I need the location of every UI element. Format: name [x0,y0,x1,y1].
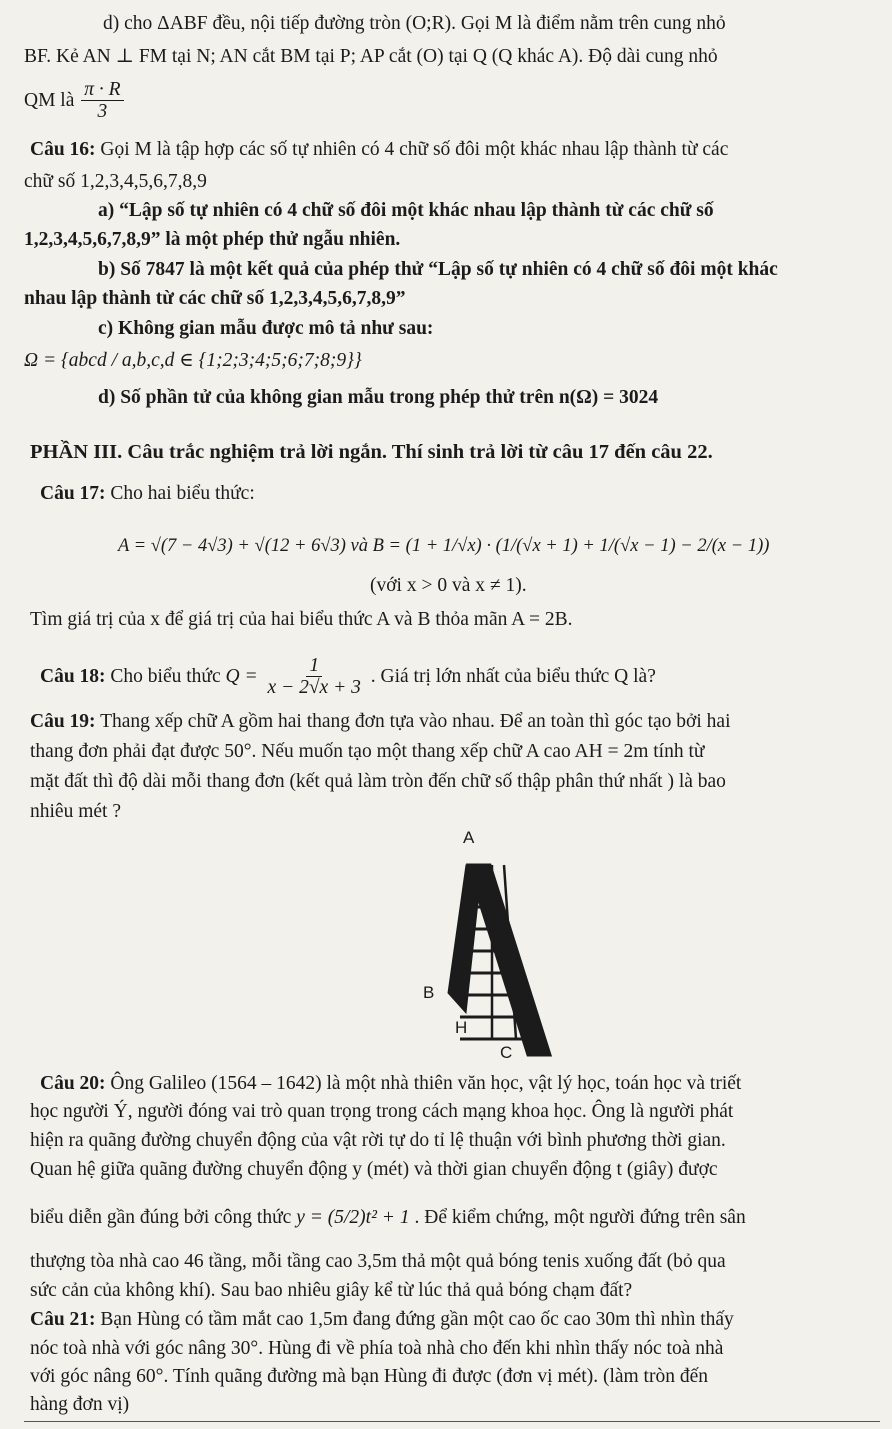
ladder-right-rail [468,865,550,1055]
q18-q: Q = [225,665,258,687]
q16-b-line2: nhau lập thành từ các chữ số 1,2,3,4,5,6,7,8,9” [24,288,406,309]
q16-b-line1: b) Số 7847 là một kết quả của phép thử “Lập số tự nhiên có 4 chữ số đôi một khác [98,259,778,280]
q20-line1 [40,1072,741,1095]
q17-line1 [40,482,255,505]
fig-label-a: A [463,828,475,847]
arc-denominator: 3 [97,101,108,123]
arc-length-fraction [81,80,123,123]
q19-line2: thang đơn phải đạt được 50°. Nếu muốn tạo một thang xếp chữ A cao AH = 2m tính từ [30,741,705,762]
q18-fraction [265,656,364,699]
q17-label: Câu 17: [40,483,106,504]
q19-label: Câu 19: [30,711,96,732]
q18-post: . Giá trị lớn nhất của biểu thức Q là? [370,665,656,687]
q18-numerator: 1 [306,656,322,677]
q16-d-line1: d) Số phần tử của không gian mẫu trong phép thử trên n(Ω) = 3024 [98,387,659,408]
q18-line [40,656,656,699]
arc-numerator: π · R [81,80,123,101]
q19-text1: Thang xếp chữ A gồm hai thang đơn tựa vào nhau. Để an toàn thì góc tạo bởi hai [100,711,731,732]
q16-c-line1: c) Không gian mẫu được mô tả như sau: [98,318,434,339]
q16-line2: chữ số 1,2,3,4,5,6,7,8,9 [24,171,207,192]
fig-label-b: B [423,983,435,1002]
q20-line3: hiện ra quãng đường chuyển động của vật rời tự do tỉ lệ thuận với bình phương thời gian. [30,1130,726,1151]
q15d-line1: d) cho ΔABF đều, nội tiếp đường tròn (O;R). Gọi M là điểm nằm trên cung nhỏ [103,13,726,34]
q19-line1 [30,710,731,733]
q20-text1: Ông Galileo (1564 – 1642) là một nhà thiên văn học, vật lý học, toán học và triết [110,1073,742,1094]
q15d-line3 [24,80,126,123]
q15d-line2: BF. Kẻ AN ⊥ FM tại N; AN cắt BM tại P; AP cắt (O) tại Q (Q khác A). Độ dài cung nhỏ [24,46,718,67]
q18-pre: Cho biểu thức [110,665,221,687]
q20-line7: sức cản của không khí). Sau bao nhiêu giây kể từ lúc thả quả bóng chạm đất? [30,1280,633,1301]
q19-line4: nhiêu mét ? [30,801,121,822]
q15d-line3-text: QM là [24,89,75,111]
q20-label: Câu 20: [40,1073,106,1094]
q21-line4: hàng đơn vị) [30,1394,130,1415]
q20-line6: thượng tòa nhà cao 46 tầng, mỗi tầng cao 3,5m thả một quả bóng tenis xuống đất (bỏ qua [30,1251,726,1272]
q20-line2: học người Ý, người đóng vai trò quan trọng trong cách mạng khoa học. Ông là người phát [30,1101,734,1122]
q21-line2: nóc toà nhà với góc nâng 30°. Hùng đi về phía toà nhà cho đến khi nhìn thấy nóc toà nhà [30,1338,724,1359]
q21-text1: Bạn Hùng có tầm mắt cao 1,5m đang đứng gần một cao ốc cao 30m thì nhìn thấy [100,1309,734,1330]
q21-line3: với góc nâng 60°. Tính quãng đường mà bạn Hùng đi được (đơn vị mét). (làm tròn đến [30,1366,708,1387]
part3-heading: PHẦN III. Câu trắc nghiệm trả lời ngắn. Thí sinh trả lời từ câu 17 đến câu 22. [30,441,713,463]
q17-formula: A = √(7 − 4√3) + √(12 + 6√3) và B = (1 + 1/√x) · (1/(√x + 1) + 1/(√x − 1) − 2/(x − 1)) [118,536,770,556]
q20-line5 [30,1206,746,1229]
q17-text1: Cho hai biểu thức: [110,483,255,504]
q16-a-line1: a) “Lập số tự nhiên có 4 chữ số đôi một khác nhau lập thành từ các chữ số [98,200,714,221]
q17-line3: Tìm giá trị của x để giá trị của hai biểu thức A và B thỏa mãn A = 2B. [30,609,573,630]
fig-label-c: C [500,1043,513,1062]
q21-label: Câu 21: [30,1309,96,1330]
q16-a-line2: 1,2,3,4,5,6,7,8,9” là một phép thử ngẫu nhiên. [24,229,401,250]
galileo-formula: y = (5/2)t² + 1 [296,1207,410,1228]
q16-line1 [30,138,728,161]
q18-label: Câu 18: [40,665,106,687]
q16-text1: Gọi M là tập hợp các số tự nhiên có 4 chữ số đôi một khác nhau lập thành từ các [100,139,729,160]
q20-text5a: biểu diễn gần đúng bởi công thức [30,1207,292,1228]
q20-text5b: . Để kiểm chứng, một người đứng trên sân [414,1207,746,1228]
q21-line1 [30,1308,734,1331]
q20-line4: Quan hệ giữa quãng đường chuyển động y (mét) và thời gian chuyển động t (giây) được [30,1159,718,1180]
ladder-left-rail [448,865,482,1013]
q19-line3: mặt đất thì độ dài mỗi thang đơn (kết quả làm tròn đến chữ số thập phân thứ nhất ) là bao [30,771,726,792]
a-frame-ladder-figure [400,825,560,1065]
q18-denominator: x − 2√x + 3 [267,677,361,699]
sample-space-formula: Ω = {abcd / a,b,c,d ∈ {1;2;3;4;5;6;7;8;9}} [24,350,362,371]
bottom-divider [24,1421,880,1422]
fig-label-h: H [455,1018,468,1037]
q17-condition: (với x > 0 và x ≠ 1). [370,575,527,596]
q16-label: Câu 16: [30,139,96,160]
